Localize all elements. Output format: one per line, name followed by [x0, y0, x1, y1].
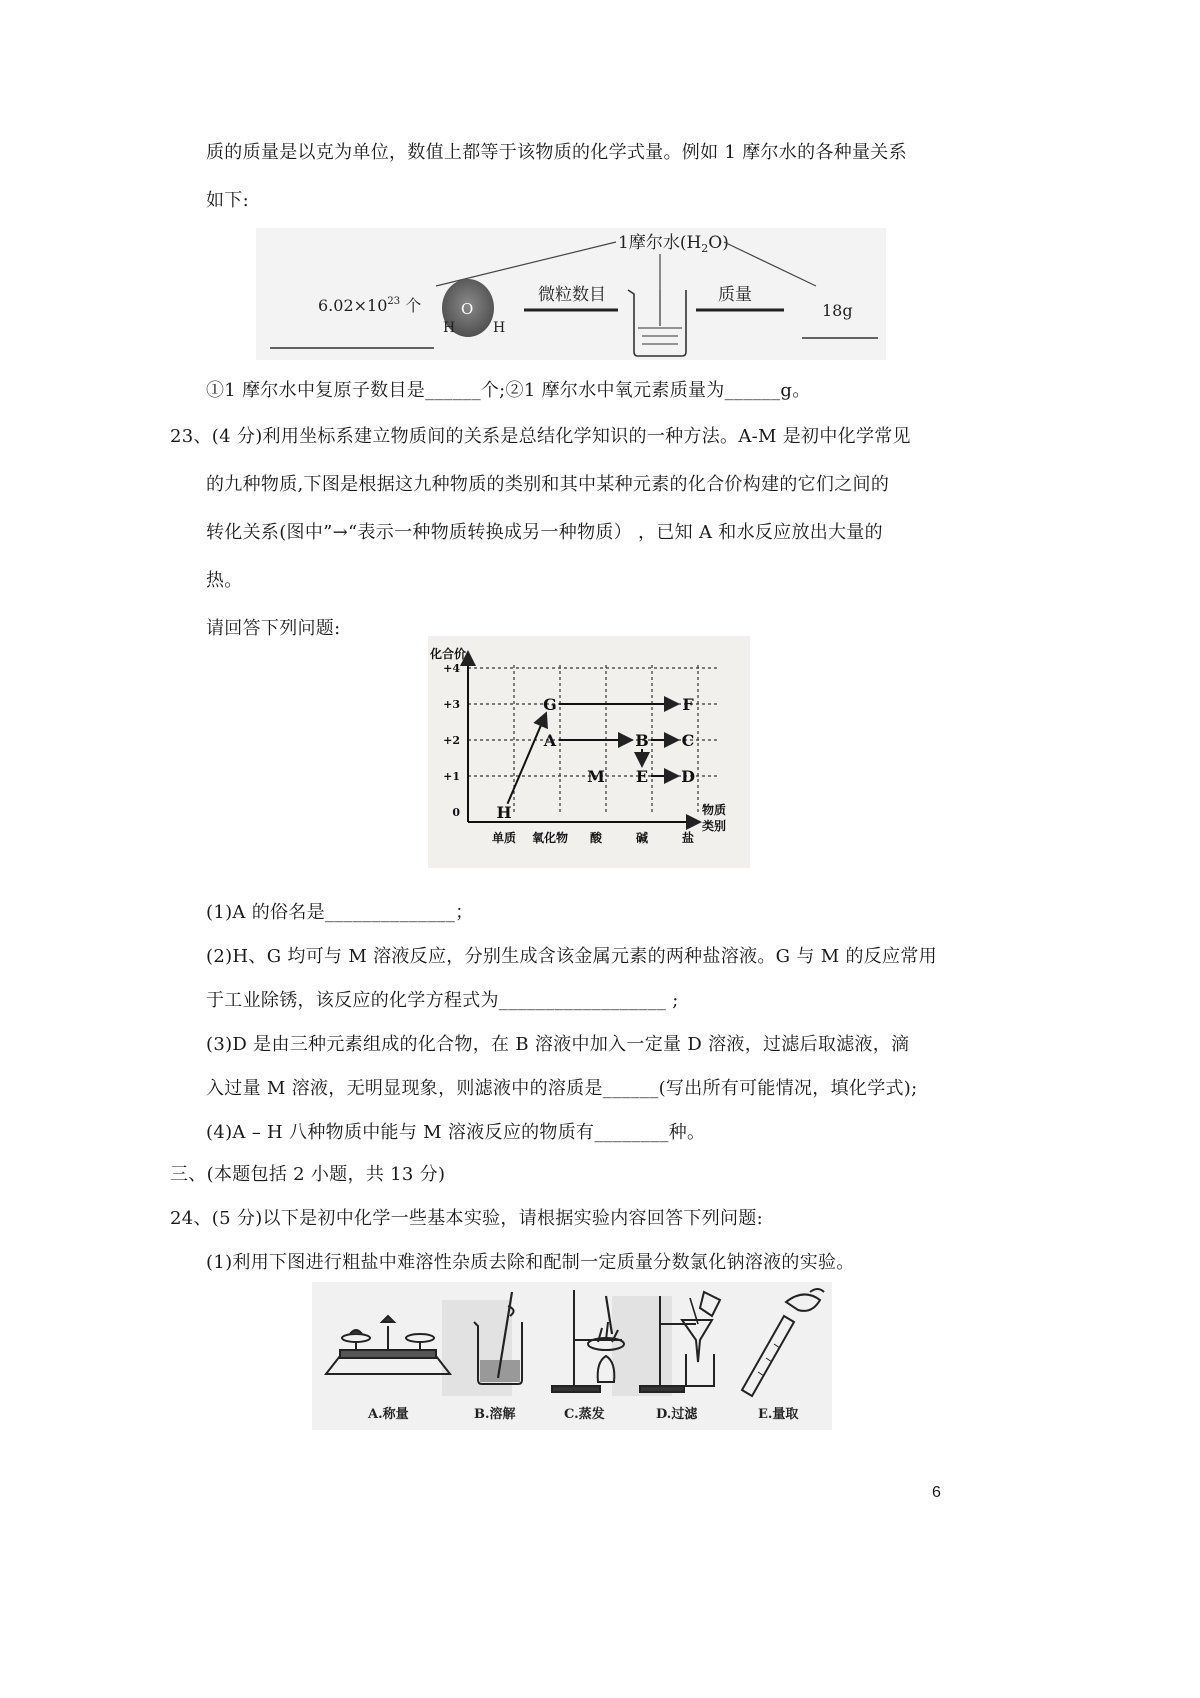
- point-D: D: [681, 767, 695, 786]
- q23-sub-2b: 于工业除锈，该反应的化学方程式为__________________ ;: [206, 990, 679, 1011]
- y-tick-label: +1: [443, 770, 460, 783]
- caption-d: D.过滤: [656, 1407, 698, 1422]
- particle-count: $6.02\times 10^{23}$ 个: [318, 296, 422, 315]
- q23-line-3: 转化关系(图中”→“表示一种物质转换成另一种物质） ，已知 A 和水反应放出大量的: [206, 522, 883, 543]
- point-B: B: [635, 731, 649, 750]
- q23-line-5: 请回答下列问题:: [206, 618, 341, 639]
- mass-value: 18g: [822, 301, 853, 320]
- svg-text:H: H: [443, 320, 456, 336]
- x-axis-label-2: 类别: [702, 819, 727, 833]
- y-axis-label: 化合价: [430, 647, 467, 661]
- y-tick-label: +4: [443, 662, 460, 675]
- point-C: C: [681, 731, 695, 750]
- point-A: A: [543, 731, 557, 750]
- q23-sub-3b: 入过量 M 溶液，无明显现象，则滤液中的溶质是______(写出所有可能情况，填化学式);: [206, 1078, 918, 1099]
- q22-answer-line: ①1 摩尔水中复原子数目是______个;②1 摩尔水中氧元素质量为______g。: [206, 380, 811, 401]
- point-M: M: [587, 767, 605, 786]
- q23-line-2: 的九种物质,下图是根据这九种物质的类别和其中某种元素的化合价构建的它们之间的: [206, 474, 890, 495]
- caption-a: A.称量: [368, 1407, 409, 1422]
- lab-apparatus-figure: [312, 1282, 832, 1430]
- caption-c: C.蒸发: [564, 1407, 605, 1422]
- caption-e: E.量取: [758, 1407, 799, 1422]
- q24-line-1: 24、(5 分)以下是初中化学一些基本实验，请根据实验内容回答下列问题:: [170, 1208, 763, 1229]
- label-mass: 质量: [718, 285, 752, 305]
- x-tick-label: 单质: [491, 831, 517, 845]
- q23-line-4: 热。: [206, 570, 243, 591]
- page-number: 6: [932, 1484, 941, 1501]
- svg-text:H: H: [493, 320, 506, 336]
- q23-line-1: 23、(4 分)利用坐标系建立物质间的关系是总结化学知识的一种方法。A-M 是初中化学常见: [170, 426, 911, 447]
- y-tick-label: 0: [452, 806, 460, 819]
- section-3-heading: 三、(本题包括 2 小题，共 13 分): [170, 1164, 446, 1185]
- point-H: H: [496, 803, 512, 822]
- x-axis-label-1: 物质: [702, 803, 727, 817]
- caption-b: B.溶解: [474, 1407, 516, 1422]
- x-tick-label: 酸: [589, 831, 603, 845]
- valence-chart: [428, 636, 750, 868]
- q23-sub-3a: (3)D 是由三种元素组成的化合物，在 B 溶液中加入一定量 D 溶液，过滤后取滤液，滴: [206, 1034, 910, 1055]
- q23-sub-2a: (2)H、G 均可与 M 溶液反应，分别生成含该金属元素的两种盐溶液。G 与 M 的反应常用: [206, 946, 937, 967]
- intro-line-2: 如下:: [206, 190, 249, 211]
- point-G: G: [543, 695, 557, 714]
- y-tick-label: +3: [443, 698, 460, 711]
- x-tick-label: 碱: [635, 831, 649, 845]
- intro-line-1: 质的质量是以克为单位，数值上都等于该物质的化学式量。例如 1 摩尔水的各种量关系: [206, 142, 907, 163]
- q23-sub-4: (4)A – H 八种物质中能与 M 溶液反应的物质有________种。: [206, 1122, 706, 1143]
- mole-water-figure: [256, 228, 886, 360]
- x-tick-label: 氧化物: [531, 831, 569, 845]
- y-tick-label: +2: [443, 734, 460, 747]
- q23-sub-1: (1)A 的俗名是______________；: [206, 902, 474, 923]
- point-F: F: [682, 695, 694, 714]
- q24-line-2: (1)利用下图进行粗盐中难溶性杂质去除和配制一定质量分数氯化钠溶液的实验。: [206, 1252, 855, 1273]
- point-E: E: [635, 767, 649, 786]
- x-tick-label: 盐: [681, 831, 695, 845]
- svg-text:O: O: [461, 300, 474, 318]
- mole-title: 1摩尔水$(H_2O)$: [618, 233, 729, 255]
- label-particles: 微粒数目: [538, 285, 606, 305]
